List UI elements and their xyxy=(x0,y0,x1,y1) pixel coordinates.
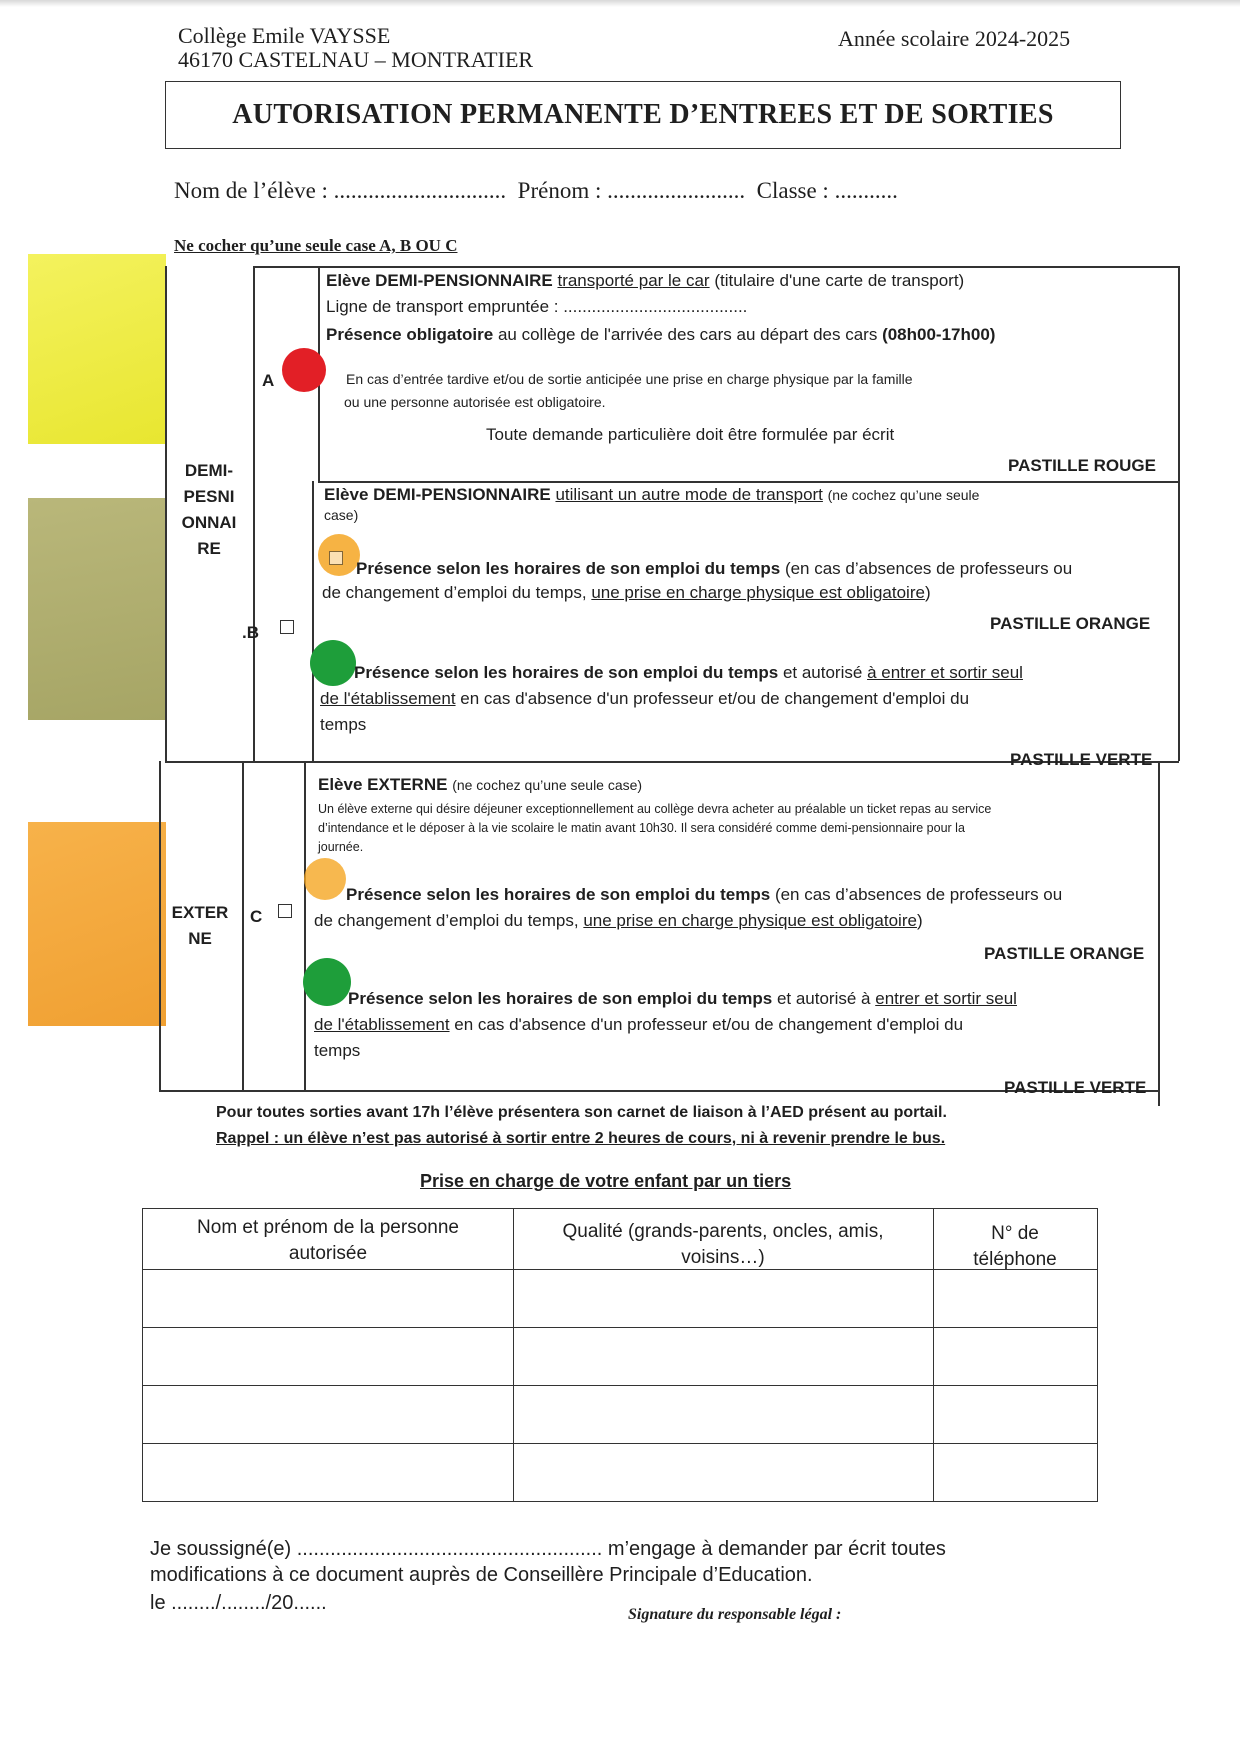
signature-label: Signature du responsable légal : xyxy=(628,1606,842,1623)
group-label-externe: EXTER NE xyxy=(171,903,229,948)
pastille-orange-label-b: PASTILLE ORANGE xyxy=(990,614,1151,633)
school-header xyxy=(178,24,533,72)
column-header-phone: N° de téléphone xyxy=(973,1223,1057,1270)
table-right-border-lower xyxy=(1158,761,1160,1106)
table-row-divider xyxy=(143,1385,1097,1386)
orange-sticky-note xyxy=(28,822,166,1026)
option-b-green-line2: de l'établissement en cas d'absence d'un professeur et/ou de changement d'emploi du xyxy=(320,689,970,708)
student-name-field[interactable]: Nom de l’élève : .............................. xyxy=(174,178,507,203)
student-firstname-field[interactable]: Prénom : ........................ xyxy=(517,178,746,203)
student-identity-row xyxy=(174,178,898,204)
option-c-letter: C xyxy=(250,907,263,926)
footer-modifications-line: modifications à ce document auprès de Conseillère Principale d’Education. xyxy=(150,1564,813,1586)
table-cell-input[interactable] xyxy=(514,1270,933,1327)
option-c-note-line2: d’intendance et le déposer à la vie scolaire le matin avant 10h30. Il sera considéré comme demi-pensionnaire pour la xyxy=(318,821,965,835)
table-row-divider xyxy=(143,1443,1097,1444)
option-c-orange-line2: de changement d’emploi du temps, une prise en charge physique est obligatoire) xyxy=(314,911,923,930)
option-a-note-line2: ou une personne autorisée est obligatoire. xyxy=(344,394,606,410)
col-divider-2-c xyxy=(304,761,306,1091)
date-field[interactable]: le ......../......../20...... xyxy=(150,1592,327,1614)
option-c-note-line3: journée. xyxy=(318,840,364,854)
option-b-letter: .B xyxy=(242,623,259,642)
table-right-border-upper xyxy=(1178,266,1180,761)
scan-top-edge xyxy=(0,0,1240,7)
school-address: 46170 CASTELNAU – MONTRATIER xyxy=(178,47,534,72)
yellow-sticky-note xyxy=(28,254,166,444)
green-pastille-icon xyxy=(310,640,356,686)
footer-undersigned-line: Je soussigné(e) ....................................................... m’engage à demander par écrit toutes xyxy=(150,1538,946,1560)
olive-sticky-note xyxy=(28,498,166,720)
table-left-border-upper xyxy=(165,266,167,761)
col-divider-2-b xyxy=(312,481,314,761)
table-row-divider xyxy=(143,1327,1097,1328)
option-b-line1-cont: case) xyxy=(324,507,359,523)
option-b-green-line1: Présence selon les horaires de son emploi du temps et autorisé à entrer et sortir seul xyxy=(354,663,1023,682)
option-a-note-line1: En cas d’entrée tardive et/ou de sortie anticipée une prise en charge physique par la famille xyxy=(346,371,913,387)
option-c-note-line1: Un élève externe qui désire déjeuner exceptionnellement au collège devra acheter au préalable un ticket repas au service xyxy=(318,802,992,816)
green-pastille-icon-c xyxy=(303,958,351,1006)
row-divider-a-b xyxy=(318,481,1178,483)
table-cell-input[interactable] xyxy=(143,1270,513,1327)
pastille-verte-label-c: PASTILLE VERTE xyxy=(1004,1078,1147,1097)
option-c-green-line1: Présence selon les horaires de son emploi du temps et autorisé à entrer et sortir seul xyxy=(348,989,1017,1008)
pastille-orange-label-c: PASTILLE ORANGE xyxy=(984,944,1145,963)
student-class-field[interactable]: Classe : ........... xyxy=(756,178,898,203)
option-b-line1: Elève DEMI-PENSIONNAIRE utilisant un autre mode de transport (ne cochez qu’une seule xyxy=(324,485,980,504)
col-divider-1-lower xyxy=(242,761,244,1091)
table-left-border-lower xyxy=(159,761,161,1091)
option-b-green-line3: temps xyxy=(320,715,367,734)
option-c-orange-line1: Présence selon les horaires de son emploi du temps (en cas d’absences de professeurs ou xyxy=(346,885,1063,904)
school-name: Collège Emile VAYSSE xyxy=(178,23,391,48)
option-b-orange-checkbox[interactable] xyxy=(329,551,343,565)
option-a-note-line3: Toute demande particulière doit être formulée par écrit xyxy=(486,425,895,444)
note-exit-before-17h: Pour toutes sorties avant 17h l’élève présentera son carnet de liaison à l’AED présent au portail. xyxy=(216,1104,947,1121)
option-a-letter: A xyxy=(262,371,275,390)
col-divider-1-upper xyxy=(253,266,255,761)
option-a-line2: Ligne de transport empruntée : ....................................... xyxy=(326,297,748,316)
option-a-line3: Présence obligatoire au collège de l'arrivée des cars au départ des cars (08h00-17h00) xyxy=(326,325,996,344)
option-b-checkbox[interactable] xyxy=(280,620,294,634)
option-c-checkbox[interactable] xyxy=(278,904,292,918)
orange-pastille-icon-c xyxy=(304,858,346,900)
third-party-table xyxy=(142,1208,1098,1502)
table-cell-input[interactable] xyxy=(934,1270,1097,1327)
pastille-rouge-label: PASTILLE ROUGE xyxy=(1008,456,1156,475)
column-header-quality: Qualité (grands-parents, oncles, amis, voisins…) xyxy=(562,1221,884,1268)
option-c-green-line2: de l'établissement en cas d'absence d'un professeur et/ou de changement d'emploi du xyxy=(314,1015,964,1034)
option-c-line1: Elève EXTERNE (ne cochez qu’une seule case) xyxy=(318,775,643,794)
column-header-name: Nom et prénom de la personne autorisée xyxy=(197,1217,459,1264)
group-label-demi-pensionnaire: DEMI- PESNI ONNAI RE xyxy=(181,461,237,558)
note-reminder: Rappel : un élève n’est pas autorisé à sortir entre 2 heures de cours, ni à revenir prendre le bus. xyxy=(216,1130,946,1147)
table-top-border xyxy=(254,266,1179,268)
school-year: Année scolaire 2024-2025 xyxy=(838,26,1071,51)
third-party-heading: Prise en charge de votre enfant par un tiers xyxy=(420,1171,792,1191)
option-c-green-line3: temps xyxy=(314,1041,361,1060)
page-title: AUTORISATION PERMANENTE D’ENTREES ET DE SORTIES xyxy=(232,99,1054,130)
instruction-text: Ne cocher qu’une seule case A, B OU C xyxy=(174,236,458,255)
title-box xyxy=(165,81,1121,149)
pastille-verte-label-b: PASTILLE VERTE xyxy=(1010,750,1153,769)
option-b-orange-line2: de changement d’emploi du temps, une prise en charge physique est obligatoire) xyxy=(322,583,931,602)
option-a-line1: Elève DEMI-PENSIONNAIRE transporté par le car (titulaire d'une carte de transport) xyxy=(326,271,965,290)
option-b-orange-line1: Présence selon les horaires de son emploi du temps (en cas d’absences de professeurs ou xyxy=(356,559,1073,578)
undersigned-name-field[interactable]: Je soussigné(e) ....................................................... xyxy=(150,1538,603,1560)
red-pastille-icon xyxy=(282,348,326,392)
